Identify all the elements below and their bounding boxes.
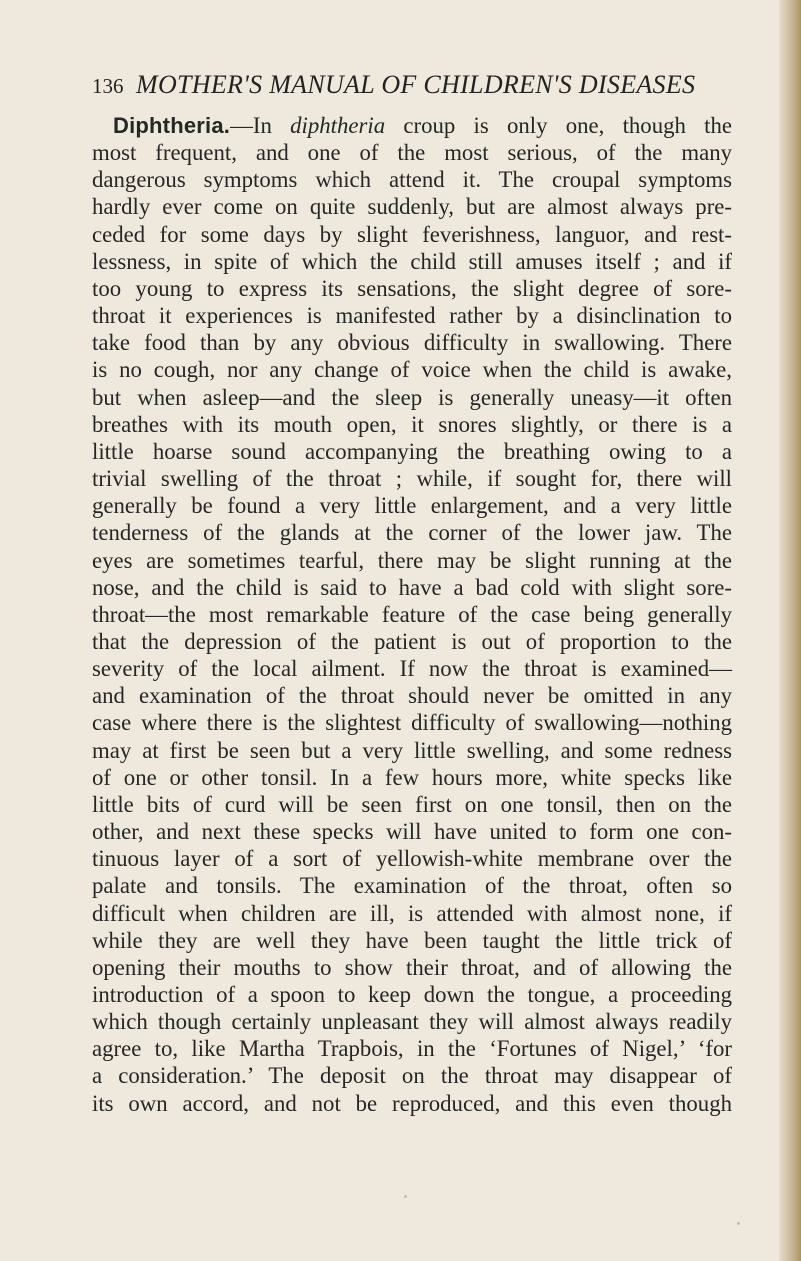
text-line: hardly ever come on quite suddenly, but are almost always pre- [92, 194, 732, 220]
page-header [92, 70, 732, 100]
text-line: throat it experiences is manifested rather by a disinclination to [92, 303, 732, 329]
body-paragraph [92, 112, 732, 1117]
section-heading: Diphtheria. [113, 113, 231, 138]
text-line: which though certainly unpleasant they will almost always readily [92, 1009, 732, 1035]
lead-italic: diphtheria [290, 113, 386, 138]
lead-rest: croup is only one, though the [385, 113, 732, 138]
page-number: 136 [92, 74, 124, 98]
paper-speck [404, 1195, 407, 1198]
lead-dash: —In [230, 113, 291, 138]
text-line: tenderness of the glands at the corner of the lower jaw. The [92, 520, 732, 546]
text-line: but when asleep—and the sleep is generally uneasy—it often [92, 384, 732, 410]
text-line: throat—the most remarkable feature of the case being generally [92, 601, 732, 627]
text-line: a consideration.’ The deposit on the throat may disappear of [92, 1063, 732, 1089]
page-edge [779, 0, 801, 1261]
text-line: nose, and the child is said to have a bad cold with slight sore- [92, 574, 732, 600]
text-line: trivial swelling of the throat ; while, if sought for, there will [92, 466, 732, 492]
text-line: introduction of a spoon to keep down the tongue, a proceeding [92, 982, 732, 1007]
text-line: and examination of the throat should never be omitted in any [92, 683, 732, 709]
text-line: dangerous symptoms which attend it. The croupal symptoms [92, 167, 732, 193]
text-line: of one or other tonsil. In a few hours more, white specks like [92, 764, 732, 790]
text-line: while they are well they have been taught the little trick of [92, 927, 732, 953]
text-line: most frequent, and one of the most serious, of the many [92, 140, 732, 166]
text-line: little bits of curd will be seen first on one tonsil, then on the [92, 791, 732, 817]
text-line: is no cough, nor any change of voice when the child is awake, [92, 357, 732, 383]
text-line: difficult when children are ill, is attended with almost none, if [92, 900, 732, 926]
text-line: tinuous layer of a sort of yellowish-white membrane over the [92, 846, 732, 872]
paper-speck [737, 1222, 740, 1225]
text-line: generally be found a very little enlargement, and a very little [92, 493, 732, 519]
text-line: breathes with its mouth open, it snores slightly, or there is a [92, 411, 732, 437]
text-line: severity of the local ailment. If now the throat is examined— [92, 656, 732, 682]
text-line: that the depression of the patient is out of proportion to the [92, 628, 732, 654]
text-line: too young to express its sensations, the slight degree of sore- [92, 275, 732, 301]
text-line: its own accord, and not be reproduced, and this even though [92, 1090, 732, 1116]
text-line: opening their mouths to show their throat, and of allowing the [92, 954, 732, 980]
text-line: little hoarse sound accompanying the breathing owing to a [92, 438, 732, 464]
paragraph-first-line [92, 112, 732, 139]
text-line: may at first be seen but a very little swelling, and some redness [92, 737, 732, 763]
text-line: agree to, like Martha Trapbois, in the ‘Fortunes of Nigel,’ ‘for [92, 1036, 732, 1062]
text-line: palate and tonsils. The examination of the throat, often so [92, 873, 732, 899]
text-line: ceded for some days by slight feverishness, languor, and rest- [92, 221, 732, 247]
text-line: case where there is the slightest difficulty of swallowing—nothing [92, 710, 732, 736]
text-line: other, and next these specks will have united to form one con- [92, 819, 732, 845]
text-line: eyes are sometimes tearful, there may be slight running at the [92, 547, 732, 573]
text-line: lessness, in spite of which the child still amuses itself ; and if [92, 248, 732, 274]
text-line: take food than by any obvious difficulty in swallowing. There [92, 330, 732, 356]
running-head: MOTHER'S MANUAL OF CHILDREN'S DISEASES [136, 70, 696, 99]
